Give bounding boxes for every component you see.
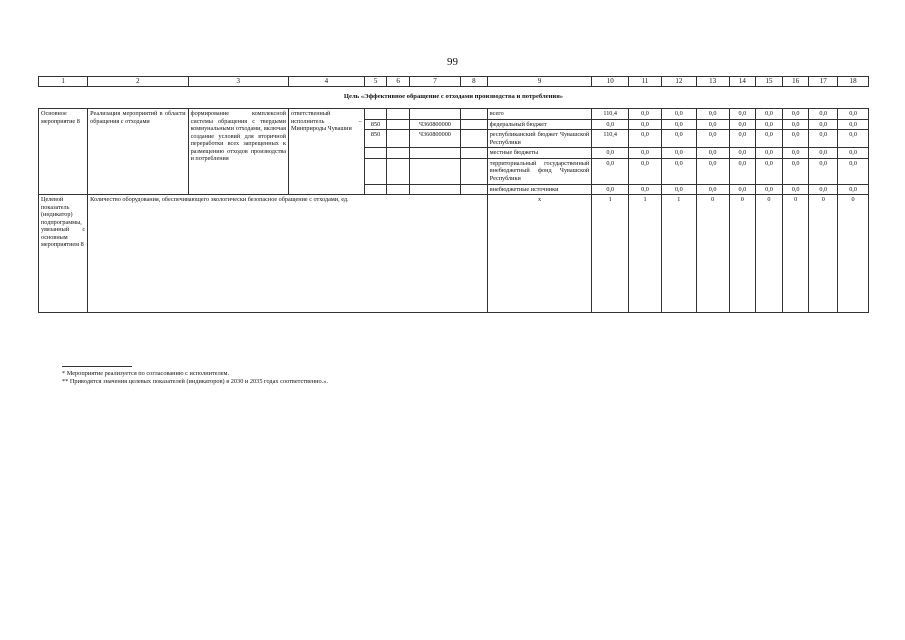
- value-cell: 0,0: [809, 158, 838, 184]
- value-cell: 0,0: [756, 158, 783, 184]
- value-cell: 0,0: [729, 119, 756, 130]
- goal-row: [39, 87, 869, 109]
- col-header: 15: [756, 77, 783, 87]
- indicator-text: Количество оборудования, обеспечивающего экологически безопасное обращение с отходами, ед.: [88, 195, 488, 313]
- value-cell: 0,0: [838, 119, 869, 130]
- value-cell: 0,0: [729, 148, 756, 159]
- value-cell: 0,0: [838, 148, 869, 159]
- value-cell: 0,0: [592, 158, 629, 184]
- funding-source: федеральный бюджет: [487, 119, 592, 130]
- value-cell: 0,0: [756, 184, 783, 195]
- funding-source: территориальный государственный внебюджетный фонд Чувашской Республики: [487, 158, 592, 184]
- page-number: 99: [447, 56, 458, 68]
- grbs-code: 850: [364, 119, 387, 130]
- value-cell: 0,0: [629, 184, 662, 195]
- value-cell: 110,4: [592, 130, 629, 148]
- rz-pr-code: [387, 109, 410, 120]
- vr-code: [461, 109, 488, 120]
- value-cell: 0,0: [756, 148, 783, 159]
- indicator-label: Целевой показатель (индикатор) подпрограммы, увязанный с основным мероприятием 8: [39, 195, 88, 313]
- value-cell: 0,0: [592, 184, 629, 195]
- indicator-value: 0: [729, 195, 756, 313]
- csr-code: [409, 158, 460, 184]
- csr-code: [409, 184, 460, 195]
- value-cell: 0,0: [696, 109, 729, 120]
- vr-code: [461, 184, 488, 195]
- value-cell: 0,0: [696, 148, 729, 159]
- indicator-value: 0: [838, 195, 869, 313]
- value-cell: 0,0: [782, 148, 809, 159]
- column-number-header: [39, 77, 869, 87]
- csr-code: [409, 148, 460, 159]
- value-cell: 0,0: [756, 109, 783, 120]
- col-header: 4: [288, 77, 364, 87]
- value-cell: 0,0: [696, 158, 729, 184]
- value-cell: 0,0: [661, 148, 696, 159]
- funding-source: всего: [487, 109, 592, 120]
- rz-pr-code: [387, 148, 410, 159]
- value-cell: 0,0: [629, 130, 662, 148]
- col-header: 9: [487, 77, 592, 87]
- csr-code: Ч360800000: [409, 119, 460, 130]
- indicator-value: 0: [782, 195, 809, 313]
- value-cell: 0,0: [661, 158, 696, 184]
- col-header: 5: [364, 77, 387, 87]
- footnote: * Мероприятие реализуется по согласованию с исполнителем.: [62, 370, 230, 377]
- value-cell: 110,4: [592, 109, 629, 120]
- col-header: 11: [629, 77, 662, 87]
- event-id: Основное мероприятие 8: [39, 109, 88, 195]
- event-name: Реализация мероприятий в области обращения с отходами: [88, 109, 188, 195]
- grbs-code: 850: [364, 130, 387, 148]
- value-cell: 0,0: [696, 119, 729, 130]
- value-cell: 0,0: [592, 148, 629, 159]
- value-cell: 0,0: [782, 130, 809, 148]
- rz-pr-code: [387, 158, 410, 184]
- value-cell: 0,0: [838, 158, 869, 184]
- value-cell: 0,0: [661, 184, 696, 195]
- col-header: 3: [188, 77, 288, 87]
- col-header: 12: [661, 77, 696, 87]
- grbs-code: [364, 109, 387, 120]
- csr-code: [409, 109, 460, 120]
- footnote: ** Приводятся значения целевых показателей (индикаторов) в 2030 и 2035 годах соответственно.».: [62, 378, 328, 386]
- col-header: 1: [39, 77, 88, 87]
- col-header: 10: [592, 77, 629, 87]
- vr-code: [461, 119, 488, 130]
- value-cell: 0,0: [756, 119, 783, 130]
- indicator-col9: х: [487, 195, 592, 313]
- event-result: формирование комплексной системы обращения с твердыми коммунальными отходами, включая создание условий для вторичной переработки всех запрещенных к размещению отходов производства и потребления: [188, 109, 288, 195]
- value-cell: 0,0: [809, 119, 838, 130]
- value-cell: 0,0: [782, 109, 809, 120]
- col-header: 17: [809, 77, 838, 87]
- funding-source: республиканский бюджет Чувашской Республики: [487, 130, 592, 148]
- event-executor: ответственный исполнитель – Минприроды Чувашии: [288, 109, 364, 195]
- indicator-row: [39, 195, 869, 313]
- indicator-value: 1: [661, 195, 696, 313]
- value-cell: 0,0: [592, 119, 629, 130]
- vr-code: [461, 158, 488, 184]
- value-cell: 0,0: [729, 109, 756, 120]
- indicator-value: 1: [629, 195, 662, 313]
- csr-code: Ч360800000: [409, 130, 460, 148]
- vr-code: [461, 148, 488, 159]
- vr-code: [461, 130, 488, 148]
- value-cell: 0,0: [729, 130, 756, 148]
- value-cell: 0,0: [809, 130, 838, 148]
- indicator-value: 1: [592, 195, 629, 313]
- value-cell: 0,0: [838, 130, 869, 148]
- value-cell: 0,0: [661, 109, 696, 120]
- value-cell: 0,0: [696, 184, 729, 195]
- indicator-value: 0: [809, 195, 838, 313]
- value-cell: 0,0: [809, 109, 838, 120]
- value-cell: 0,0: [729, 158, 756, 184]
- grbs-code: [364, 184, 387, 195]
- indicator-value: 0: [756, 195, 783, 313]
- value-cell: 0,0: [782, 184, 809, 195]
- value-cell: 0,0: [661, 119, 696, 130]
- footnotes: [62, 370, 328, 386]
- rz-pr-code: [387, 184, 410, 195]
- rz-pr-code: [387, 130, 410, 148]
- value-cell: 0,0: [809, 148, 838, 159]
- col-header: 13: [696, 77, 729, 87]
- value-cell: 0,0: [629, 119, 662, 130]
- value-cell: 0,0: [782, 119, 809, 130]
- value-cell: 0,0: [756, 130, 783, 148]
- col-header: 6: [387, 77, 410, 87]
- value-cell: 0,0: [629, 109, 662, 120]
- value-cell: 0,0: [629, 148, 662, 159]
- col-header: 8: [461, 77, 488, 87]
- footnote-divider: [62, 366, 132, 367]
- col-header: 18: [838, 77, 869, 87]
- goal-title: Цель «Эффективное обращение с отходами производства и потребления»: [39, 87, 869, 109]
- table-row: [39, 109, 869, 120]
- value-cell: 0,0: [696, 130, 729, 148]
- col-header: 7: [409, 77, 460, 87]
- value-cell: 0,0: [809, 184, 838, 195]
- value-cell: 0,0: [782, 158, 809, 184]
- grbs-code: [364, 158, 387, 184]
- grbs-code: [364, 148, 387, 159]
- value-cell: 0,0: [838, 109, 869, 120]
- funding-source: местные бюджеты: [487, 148, 592, 159]
- col-header: 14: [729, 77, 756, 87]
- program-table: [38, 76, 869, 313]
- value-cell: 0,0: [661, 130, 696, 148]
- indicator-value: 0: [696, 195, 729, 313]
- rz-pr-code: [387, 119, 410, 130]
- value-cell: 0,0: [838, 184, 869, 195]
- col-header: 2: [88, 77, 188, 87]
- funding-source: внебюджетные источники: [487, 184, 592, 195]
- value-cell: 0,0: [729, 184, 756, 195]
- col-header: 16: [782, 77, 809, 87]
- value-cell: 0,0: [629, 158, 662, 184]
